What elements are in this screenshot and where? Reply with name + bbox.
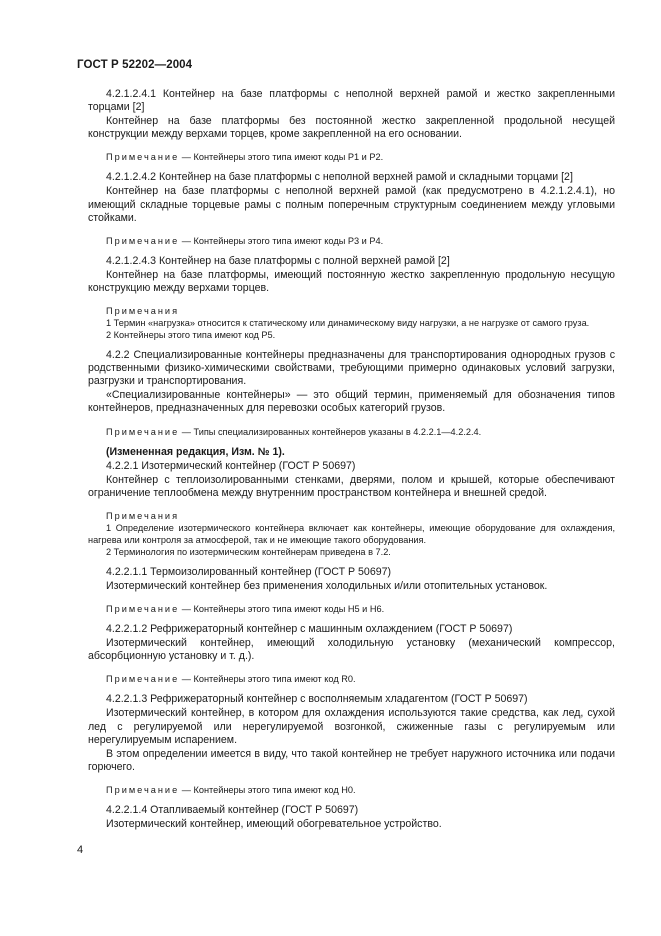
clause-4-2-2-1-heading: 4.2.2.1 Изотермический контейнер (ГОСТ Р 50697) xyxy=(106,459,356,472)
note-2-label: Примечание xyxy=(106,235,180,246)
clause-4-2-1-2-4-1-heading: 4.2.1.2.4.1 Контейнер на базе платформы с неполной верхней рамой и жестко закрепленными торцами [2] xyxy=(88,88,615,114)
note-4-text: — Типы специализированных контейнеров указаны в 4.2.2.1—4.2.2.4. xyxy=(179,426,482,437)
clause-4-2-1-2-4-2-text: Контейнер на базе платформы с неполной верхней рамой (как предусмотрено в 4.2.1.2.4.1), но имеющий складные торцевые рамы с полным поперечным структурным соединением между угловыми стойками. xyxy=(88,185,615,224)
note-4 xyxy=(88,426,615,438)
note-3-item-2: 2 Контейнеры этого типа имеют код P5. xyxy=(106,330,276,341)
clause-4-2-1-2-4-3-heading: 4.2.1.2.4.3 Контейнер на базе платформы с полной верхней рамой [2] xyxy=(106,254,450,267)
clause-4-2-2-1-2-heading: 4.2.2.1.2 Рефрижераторный контейнер с машинным охлаждением (ГОСТ Р 50697) xyxy=(106,623,513,636)
clause-4-2-2-1-3-heading: 4.2.2.1.3 Рефрижераторный контейнер с восполняемым хладагентом (ГОСТ Р 50697) xyxy=(106,693,528,706)
clause-4-2-2-1-1-text: Изотермический контейнер без применения холодильных и/или отопительных установок. xyxy=(106,579,548,592)
note-5-item-2: 2 Терминология по изотермическим контейнерам приведена в 7.2. xyxy=(106,546,391,557)
clause-4-2-1-2-4-3-text: Контейнер на базе платформы, имеющий постоянную жестко закрепленную продольную несущую конструкцию между верхами торцев. xyxy=(88,268,615,294)
specialized-containers-definition: «Специализированные контейнеры» — это общий термин, применяемый для обозначения типов контейнеров, предназначенных для перевозки особых категорий грузов. xyxy=(88,389,615,415)
note-2 xyxy=(88,235,615,247)
clause-4-2-2-1-3-text: Изотермический контейнер, в котором для охлаждения используются такие средства, как лед, сухой лед с регулируемой или нерегулируемой возгонкой, сжиженные газы с регулируемым или нерегулируемым испарением. xyxy=(88,707,615,746)
clause-4-2-2-1-4-text: Изотермический контейнер, имеющий обогревательное устройство. xyxy=(106,818,442,830)
clause-4-2-2-1-2-text: Изотермический контейнер, имеющий холодильную установку (механический компрессор, абсорбционную установку и т. д.). xyxy=(88,637,615,663)
document-header: ГОСТ Р 52202—2004 xyxy=(77,59,193,71)
note-5-title xyxy=(88,510,615,522)
note-7-label: Примечание xyxy=(106,674,180,685)
clause-4-2-2-1-3-remark: В этом определении имеется в виду, что такой контейнер не требует наружного источника или подачи горючего. xyxy=(88,747,615,773)
note-4-label: Примечание xyxy=(106,426,180,437)
clause-4-2-2-text: 4.2.2 Специализированные контейнеры предназначены для транспортирования однородных грузов с родственными физико-химическими свойствами, требующими примерно одинаковых условий загрузки, разгрузки и транспортирования. xyxy=(88,349,615,388)
note-1-label: Примечание xyxy=(106,152,180,163)
note-8-text: — Контейнеры этого типа имеют код Н0. xyxy=(179,784,356,795)
note-3-item-1: 1 Термин «нагрузка» относится к статическому или динамическому виду нагрузки, а не нагрузке от самого груза. xyxy=(106,318,590,329)
note-7-text: — Контейнеры этого типа имеют код R0. xyxy=(179,674,356,685)
clause-4-2-2-1-text: Контейнер с теплоизолированными стенками, дверями, полом и крышей, которые обеспечивают ограничение теплообмена между внутренним пространством контейнера и внешней средой. xyxy=(88,473,615,499)
note-6 xyxy=(88,603,615,615)
note-1-text: — Контейнеры этого типа имеют коды P1 и P2. xyxy=(179,152,384,163)
note-8-label: Примечание xyxy=(106,784,180,795)
note-3-title xyxy=(88,305,615,317)
note-6-text: — Контейнеры этого типа имеют коды Н5 и Н6. xyxy=(179,604,385,615)
document-body xyxy=(88,88,615,831)
note-1 xyxy=(88,151,615,163)
page-number: 4 xyxy=(77,844,84,856)
note-5-item-1: 1 Определение изотермического контейнера включает как контейнеры, имеющие оборудование для охлаждения, нагрева или контроля за атмосферой, так и не имеющие такого оборудования. xyxy=(88,522,615,545)
clause-4-2-2-1-1-heading: 4.2.2.1.1 Термоизолированный контейнер (ГОСТ Р 50697) xyxy=(106,565,392,578)
revision-note: (Измененная редакция, Изм. № 1). xyxy=(106,445,285,458)
note-2-text: — Контейнеры этого типа имеют коды P3 и P4. xyxy=(179,235,384,246)
note-8 xyxy=(88,784,615,796)
note-3-label: Примечания xyxy=(106,306,180,317)
clause-4-2-1-2-4-2-heading: 4.2.1.2.4.2 Контейнер на базе платформы с неполной верхней рамой и складными торцами [2] xyxy=(106,171,573,184)
clause-4-2-1-2-4-1-text: Контейнер на базе платформы без постоянной жестко закрепленной продольной несущей конструкции между верхами торцев, кроме закрепленной на его основании. xyxy=(88,115,615,141)
note-6-label: Примечание xyxy=(106,604,180,615)
note-5-label: Примечания xyxy=(106,510,180,521)
note-7 xyxy=(88,673,615,685)
clause-4-2-2-1-4-heading: 4.2.2.1.4 Отапливаемый контейнер (ГОСТ Р 50697) xyxy=(106,803,359,816)
